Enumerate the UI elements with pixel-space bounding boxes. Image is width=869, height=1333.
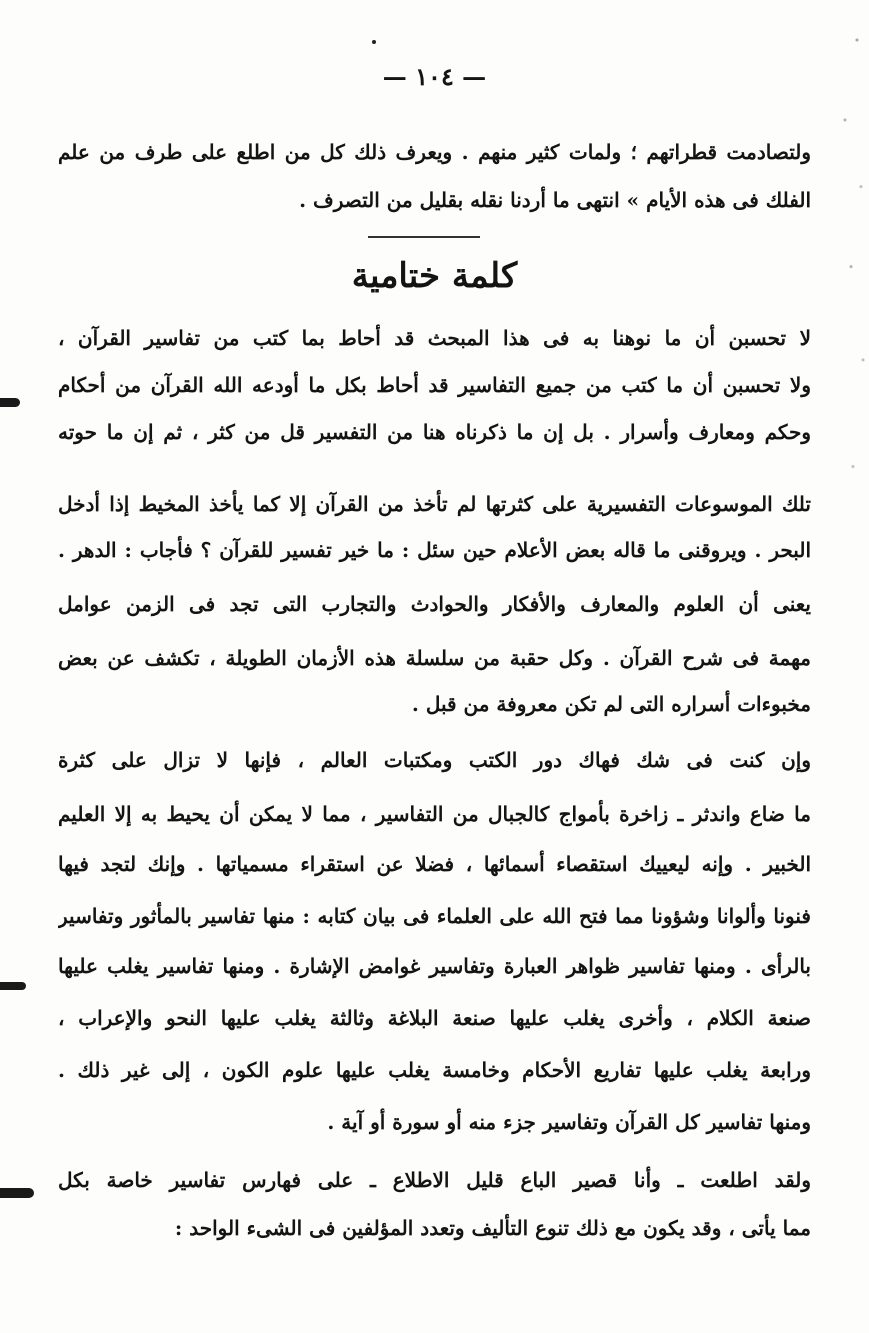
- paragraph-line: ومنها تفاسير كل القرآن وتفاسير جزء منه أو سورة أو آية .: [327, 1110, 811, 1134]
- paragraph-line: يعنى أن العلوم والمعارف والأفكار والحوادث والتجارب التى تجد فى الزمن عوامل: [58, 592, 811, 616]
- paragraph-line: ولا تحسبن أن ما كتب من جميع التفاسير قد أحاط بكل ما أودعه الله القرآن من أحكام: [58, 373, 811, 397]
- paragraph-line: ما ضاع واندثر ـ زاخرة بأمواج كالجبال من التفاسير ، مما لا يمكن أن يحيط به إلا العليم: [58, 802, 811, 826]
- paragraph-line: مخبوءات أسراره التى لم تكن معروفة من قبل .: [411, 692, 811, 716]
- paragraph-line: ولقد اطلعت ـ وأنا قصير الباع قليل الاطلاع ـ على فهارس تفاسير خاصة بكل: [58, 1168, 811, 1192]
- binding-mark: [0, 1188, 34, 1198]
- paragraph-line: لا تحسبن أن ما نوهنا به فى هذا المبحث قد أحاط بما كتب من تفاسير القرآن ،: [58, 326, 811, 350]
- page-number: — ١٠٤ —: [382, 62, 487, 91]
- paragraph-line: صنعة الكلام ، وأخرى يغلب عليها صنعة البلاغة وثالثة يغلب عليها النحو والإعراب ،: [58, 1006, 811, 1030]
- ink-dot: [372, 40, 376, 44]
- paragraph-line: الخبير . وإنه ليعييك استقصاء أسمائها ، فضلا عن استقراء مسمياتها . وإنك لتجد فيها: [58, 852, 811, 876]
- paragraph-line: بالرأى . ومنها تفاسير ظواهر العبارة وتفاسير غوامض الإشارة . ومنها تفاسير يغلب عليها: [58, 954, 811, 978]
- binding-mark: [0, 398, 20, 407]
- section-heading: كلمة ختامية: [351, 256, 518, 296]
- paragraph-line: وإن كنت فى شك فهاك دور الكتب ومكتبات العالم ، فإنها لا تزال على كثرة: [58, 748, 811, 772]
- binding-mark: [0, 982, 26, 990]
- page-edge-noise: [829, 0, 869, 1333]
- paragraph-line: ورابعة يغلب عليها تفاريع الأحكام وخامسة يغلب عليها علوم الكون ، إلى غير ذلك .: [58, 1058, 811, 1082]
- paragraph-line: مما يأتى ، وقد يكون مع ذلك تنوع التأليف وتعدد المؤلفين فى الشىء الواحد :: [174, 1216, 811, 1240]
- paragraph-line: وحكم ومعارف وأسرار . بل إن ما ذكرناه هنا من التفسير قل من كثر ، ثم إن ما حوته: [58, 420, 811, 444]
- paragraph-line: البحر . ويروقنى ما قاله بعض الأعلام حين سئل : ما خير تفسير للقرآن ؟ فأجاب : الدهر .: [58, 538, 811, 562]
- section-divider: [368, 236, 480, 238]
- paragraph-line: تلك الموسوعات التفسيرية على كثرتها لم تأخذ من القرآن إلا كما يأخذ المخيط إذا أدخل: [58, 492, 811, 516]
- intro-line: الفلك فى هذه الأيام » انتهى ما أردنا نقله بقليل من التصرف .: [299, 188, 811, 212]
- paragraph-line: مهمة فى شرح القرآن . وكل حقبة من سلسلة هذه الأزمان الطويلة ، تكشف عن بعض: [58, 646, 811, 670]
- paragraph-line: فنونا وألوانا وشؤونا مما فتح الله على العلماء فى بيان كتابه : منها تفاسير بالمأثور وتفاسير: [58, 904, 811, 928]
- intro-line: ولتصادمت قطراتهم ؛ ولمات كثير منهم . ويعرف ذلك كل من اطلع على طرف من علم: [58, 140, 811, 164]
